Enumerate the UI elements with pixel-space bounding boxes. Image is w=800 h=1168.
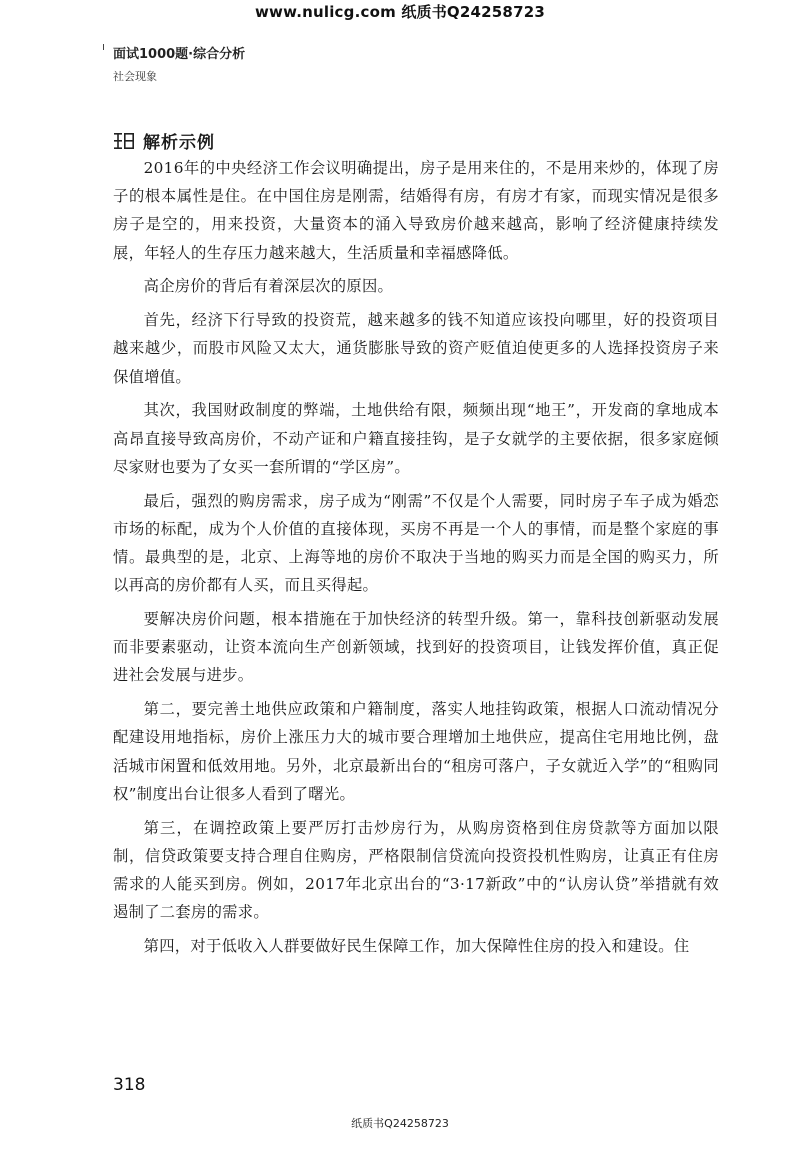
book-title: 面试1000题·综合分析 (113, 47, 246, 62)
paragraph: 其次，我国财政制度的弊端，土地供给有限，频频出现“地王”，开发商的拿地成本高昂直接导致高房价，不动产证和户籍直接挂钩，是子女就学的主要依据，很多家庭倾尽家财也要为了女买一套所谓的“学区房”。 (113, 401, 719, 476)
running-header (113, 43, 245, 84)
body-text (113, 154, 719, 960)
page-number: 318 (113, 1075, 146, 1095)
paragraph: 第四，对于低收入人群要做好民生保障工作，加大保障性住房的投入和建设。住 (143, 937, 690, 956)
paragraph: 要解决房价问题，根本措施在于加快经济的转型升级。第一，靠科技创新驱动发展而非要素驱动，让资本流向生产创新领域，找到好的投资项目，让钱发挥价值，真正促进社会发展与进步。 (113, 610, 719, 685)
section-heading (113, 128, 215, 153)
paragraph: 第三，在调控政策上要严厉打击炒房行为，从购房资格到住房贷款等方面加以限制，信贷政策要支持合理自住购房，严格限制信贷流向投资投机性购房，让真正有住房需求的人能买到房。例如，2017年北京出台的“3·17新政”中的“认房认贷”举措就有效遏制了二套房的需求。 (113, 818, 719, 922)
paragraph: 2016年的中央经济工作会议明确提出，房子是用来住的，不是用来炒的，体现了房子的根本属性是住。在中国住房是刚需，结婚得有房，有房才有家，而现实情况是很多房子是空的，用来投资，大量资本的涌入导致房价越来越高，影响了经济健康持续发展，年轻人的生存压力越来越大，生活质量和幸福感降低。 (113, 159, 719, 262)
paragraph: 首先，经济下行导致的投资荒，越来越多的钱不知道应该投向哪里，好的投资项目越来越少，而股市风险又太大，通货膨胀导致的资产贬值迫使更多的人选择投资房子来保值增值。 (113, 311, 719, 386)
paragraph: 最后，强烈的购房需求，房子成为“刚需”不仅是个人需要，同时房子车子成为婚恋市场的标配，成为个人价值的直接体现，买房不再是一个人的事情，而是整个家庭的事情。最典型的是，北京、上海等地的房价不取决于当地的购买力而是全国的购买力，所以再高的房价都有人买，而且买得起。 (113, 491, 719, 595)
section-title: 解析示例 (143, 133, 215, 153)
bottom-watermark: 纸质书Q24258723 (351, 1117, 449, 1130)
top-watermark: www.nulicg.com 纸质书Q24258723 (255, 3, 545, 21)
chapter-name: 社会现象 (113, 70, 157, 83)
margin-tick-mark (103, 44, 104, 50)
paragraph: 第二，要完善土地供应政策和户籍制度，落实人地挂钩政策，根据人口流动情况分配建设用地指标，房价上涨压力大的城市要合理增加土地供应，提高住宅用地比例，盘活城市闲置和低效用地。另外，北京最新出台的“租房可落户，子女就近入学”的“租购同权”制度出台让很多人看到了曙光。 (113, 700, 719, 803)
analysis-example-icon (113, 130, 135, 152)
paragraph: 高企房价的背后有着深层次的原因。 (143, 277, 394, 296)
